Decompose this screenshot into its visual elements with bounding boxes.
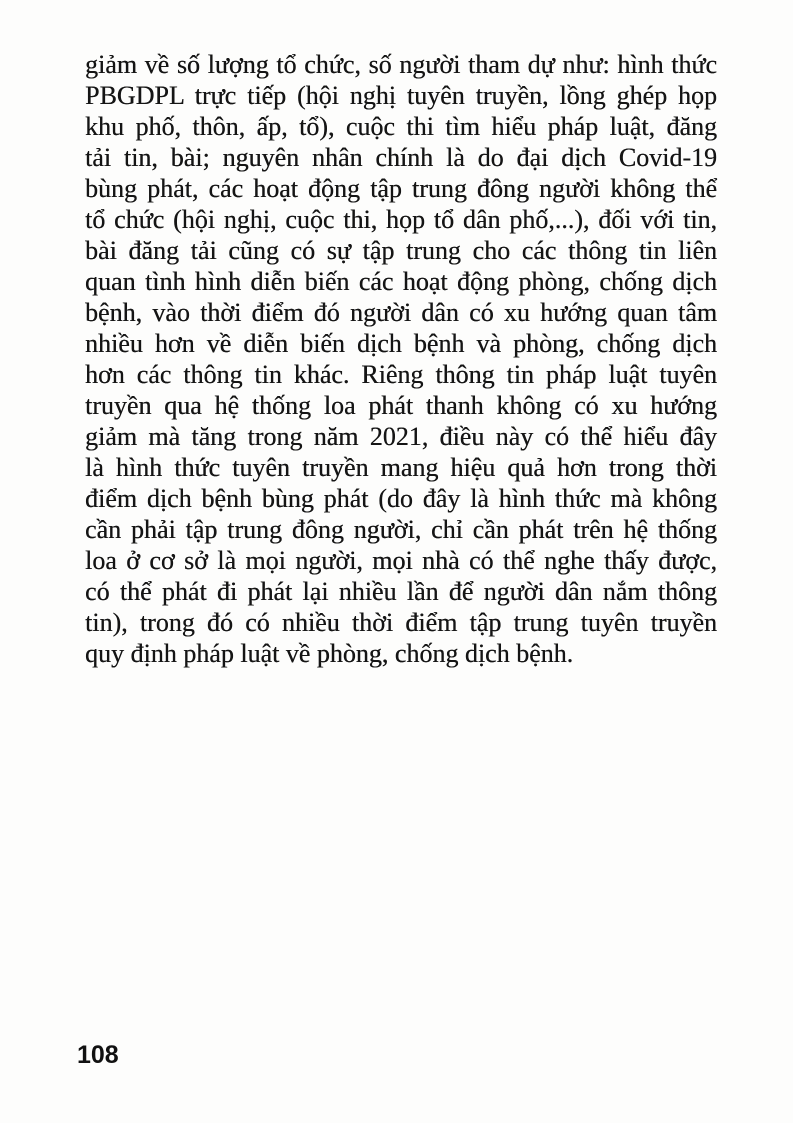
- text-line: loa ở cơ sở là mọi người, mọi nhà có thể nghe thấy được,: [85, 546, 717, 575]
- text-line: quan tình hình diễn biến các hoạt động phòng, chống dịch: [85, 267, 717, 296]
- text-line: hơn các thông tin khác. Riêng thông tin pháp luật tuyên: [85, 360, 717, 389]
- text-line: điểm dịch bệnh bùng phát (do đây là hình thức mà không: [85, 484, 717, 513]
- text-line: giảm về số lượng tổ chức, số người tham dự như: hình thức: [85, 50, 717, 79]
- text-line: có thể phát đi phát lại nhiều lần để người dân nắm thông: [85, 577, 717, 606]
- text-line: truyền qua hệ thống loa phát thanh không có xu hướng: [85, 391, 717, 420]
- text-line: giảm mà tăng trong năm 2021, điều này có thể hiểu đây: [85, 422, 717, 451]
- text-line: nhiều hơn về diễn biến dịch bệnh và phòng, chống dịch: [85, 329, 717, 358]
- text-line: tin), trong đó có nhiều thời điểm tập trung tuyên truyền: [85, 608, 717, 637]
- text-line: khu phố, thôn, ấp, tổ), cuộc thi tìm hiểu pháp luật, đăng: [85, 112, 717, 141]
- text-line: bùng phát, các hoạt động tập trung đông người không thể: [85, 174, 717, 203]
- text-line: PBGDPL trực tiếp (hội nghị tuyên truyền, lồng ghép họp: [85, 81, 717, 110]
- text-line: quy định pháp luật về phòng, chống dịch bệnh.: [85, 639, 574, 668]
- text-line: tổ chức (hội nghị, cuộc thi, họp tổ dân phố,...), đối với tin,: [85, 205, 717, 234]
- page-number: 108: [77, 1041, 119, 1069]
- text-line: cần phải tập trung đông người, chỉ cần phát trên hệ thống: [85, 515, 717, 544]
- text-line: là hình thức tuyên truyền mang hiệu quả hơn trong thời: [85, 453, 717, 482]
- text-line: bệnh, vào thời điểm đó người dân có xu hướng quan tâm: [85, 298, 717, 327]
- text-line: tải tin, bài; nguyên nhân chính là do đại dịch Covid-19: [85, 143, 717, 172]
- paragraph: [85, 49, 717, 669]
- text-line: bài đăng tải cũng có sự tập trung cho các thông tin liên: [85, 236, 717, 265]
